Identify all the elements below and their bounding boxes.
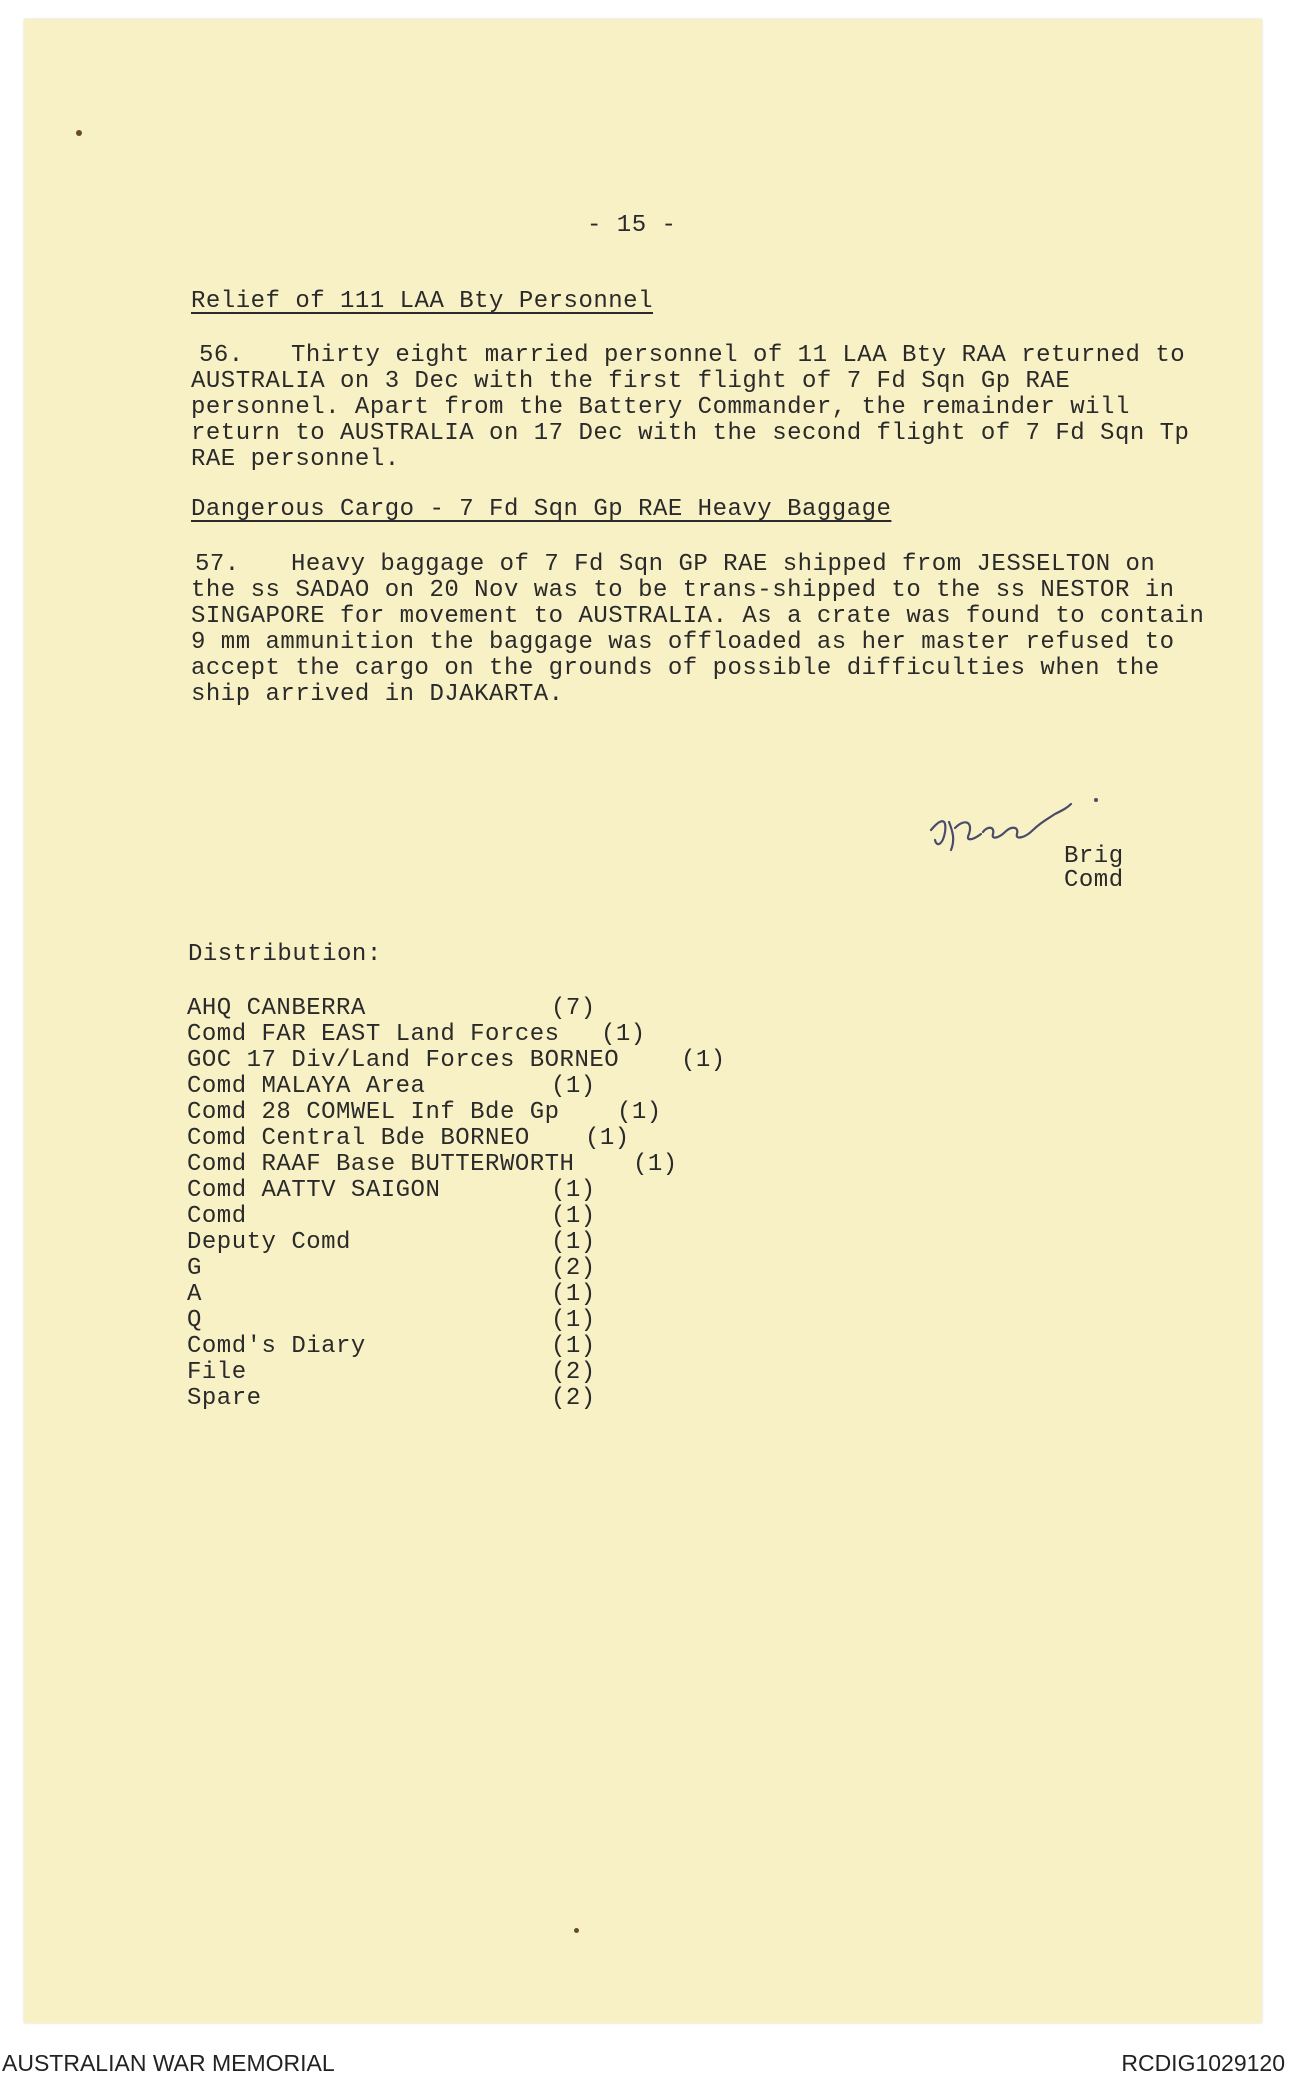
paragraph-number: 57. — [195, 551, 240, 578]
paragraph-57 — [191, 552, 1209, 708]
distribution-label: Distribution: — [188, 941, 382, 968]
paper-speck — [76, 130, 82, 136]
section-heading-dangerous-cargo: Dangerous Cargo - 7 Fd Sqn Gp RAE Heavy Baggage — [191, 496, 892, 523]
page-number: - 15 - — [587, 212, 677, 239]
section-heading-relief: Relief of 111 LAA Bty Personnel — [191, 288, 653, 315]
paper-speck — [574, 1928, 579, 1933]
signatory-title-brig: Brig — [1064, 843, 1124, 870]
footer-item-id: RCDIG1029120 — [1121, 2050, 1285, 2076]
paragraph-text: Heavy baggage of 7 Fd Sqn GP RAE shipped from JESSELTON on the ss SADAO on 20 Nov was to be trans-shipped to the ss NESTOR in SINGAPORE for movement to AUSTRALIA. As a crate was found to contain 9 mm ammunition the baggage was offloaded as her master refused to accept the cargo on the grounds of possible difficulties when the ship arrived in DJAKARTA. — [191, 551, 1205, 708]
paragraph-text: Thirty eight married personnel of 11 LAA Bty RAA returned to AUSTRALIA on 3 Dec with the first flight of 7 Fd Sqn Gp RAE personnel. Apart from the Battery Commander, the remainder will return to AUSTRALIA on 17 Dec with the second flight of 7 Fd Sqn Tp RAE personnel. — [191, 342, 1190, 473]
paragraph-56 — [191, 343, 1209, 473]
signatory-title-comd: Comd — [1064, 867, 1124, 894]
paragraph-number: 56. — [199, 342, 244, 369]
footer-source-label: AUSTRALIAN WAR MEMORIAL — [2, 2050, 335, 2076]
